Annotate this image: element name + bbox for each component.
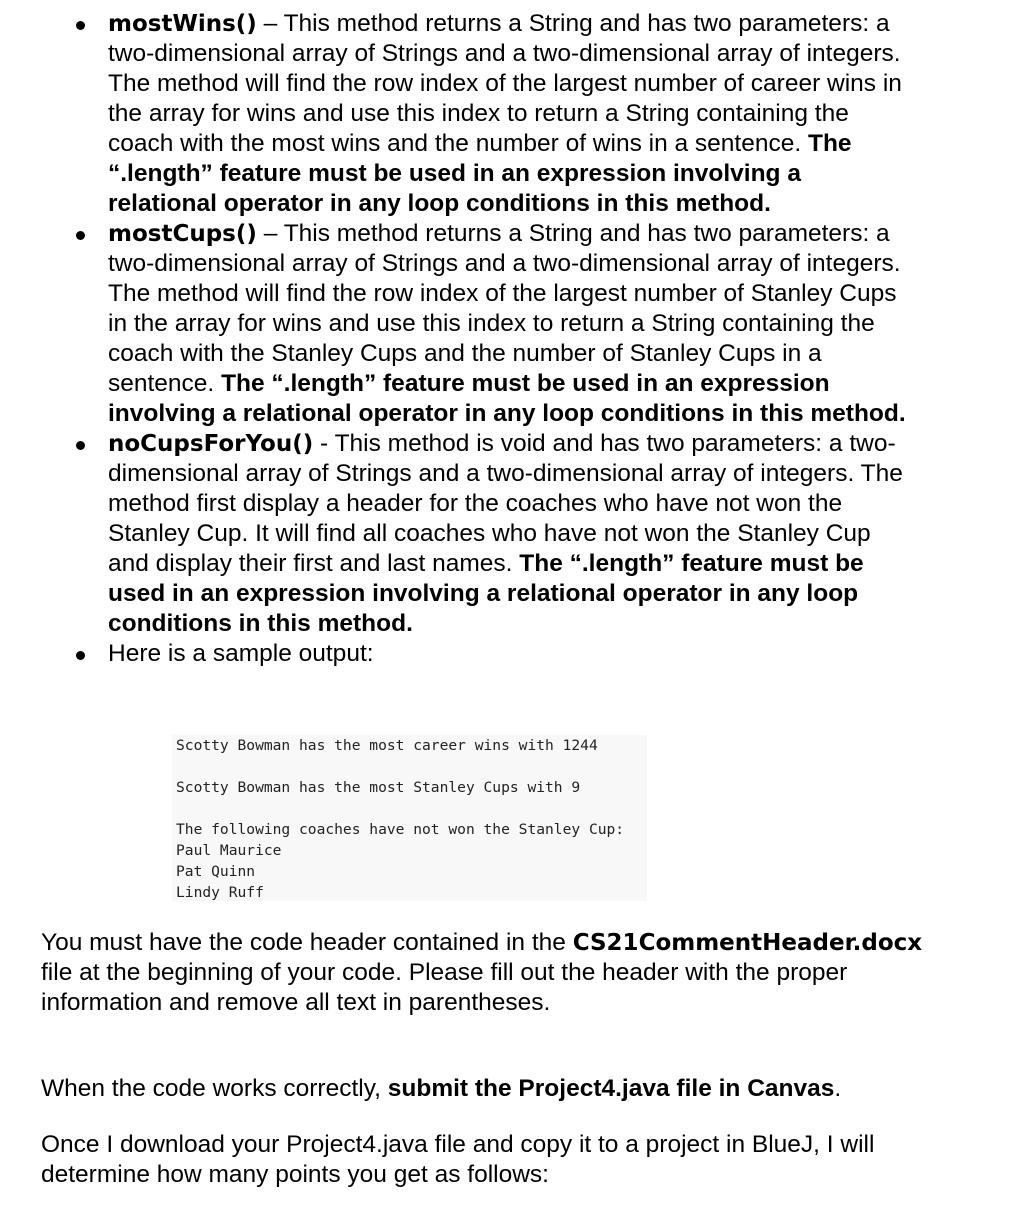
method-requirement: The “.length” feature must be used in an expression involving a relational operator in any loop conditions in this method.	[108, 370, 906, 427]
list-item-nocupsforyou	[0, 429, 908, 639]
list-item-sample-output	[0, 639, 908, 669]
grading-text: Once I download your Project4.java file and copy it to a project in BlueJ, I will determine how many points you get as follows:	[41, 1131, 875, 1188]
bullet-icon	[76, 441, 85, 450]
bullet-icon	[76, 21, 85, 30]
list-item-mostcups	[0, 219, 908, 429]
bullet-icon	[76, 231, 85, 240]
header-file-name: CS21CommentHeader.docx	[572, 930, 923, 956]
list-item-mostwins	[0, 9, 908, 219]
sample-output-label: Here is a sample output:	[108, 640, 374, 667]
submit-instruction: submit the Project4.java file in Canvas	[387, 1075, 835, 1102]
method-list	[0, 9, 1014, 669]
grading-paragraph	[41, 1130, 941, 1190]
sample-output-text: Scotty Bowman has the most career wins with 1244 Scotty Bowman has the most Stanley Cups with 9 The following coaches have not won the Stanley Cup: Paul Maurice Pat Quinn Lindy Ruff	[176, 737, 625, 901]
method-description: – This method returns a String and has two parameters: a two-dimensional array of Strings and a two-dimensional array of integers. The method will find the row index of the largest number of Stanley Cups in the array for wins and use this index to return a String containing the coach with the Stanley Cups and the number of Stanley Cups in a sentence.	[108, 220, 901, 397]
sample-output-box	[172, 735, 647, 901]
header-text-before: You must have the code header contained in the	[41, 929, 573, 956]
method-name: noCupsForYou()	[108, 431, 314, 457]
method-requirement: The “.length” feature must be used in an expression involving a relational operator in any loop conditions in this method.	[108, 550, 864, 637]
submit-text-after: .	[834, 1075, 842, 1102]
method-name: mostWins()	[108, 11, 257, 37]
submit-paragraph	[41, 1074, 941, 1104]
submit-text-before: When the code works correctly,	[41, 1075, 388, 1102]
method-description: - This method is void and has two parameters: a two-dimensional array of Strings and a two-dimensional array of integers. The method first display a header for the coaches who have not won the Stanley Cup. It will find all coaches who have not won the Stanley Cup and display their first and last names.	[108, 430, 903, 577]
method-description: – This method returns a String and has two parameters: a two-dimensional array of Strings and a two-dimensional array of integers. The method will find the row index of the largest number of career wins in the array for wins and use this index to return a String containing the coach with the most wins and the number of wins in a sentence.	[108, 10, 902, 157]
method-requirement: The “.length” feature must be used in an expression involving a relational operator in any loop conditions in this method.	[108, 130, 852, 217]
header-text-after: file at the beginning of your code. Please fill out the header with the proper information and remove all text in parentheses.	[41, 959, 848, 1016]
bullet-icon	[76, 651, 85, 660]
method-name: mostCups()	[108, 221, 257, 247]
header-paragraph	[41, 928, 941, 1018]
